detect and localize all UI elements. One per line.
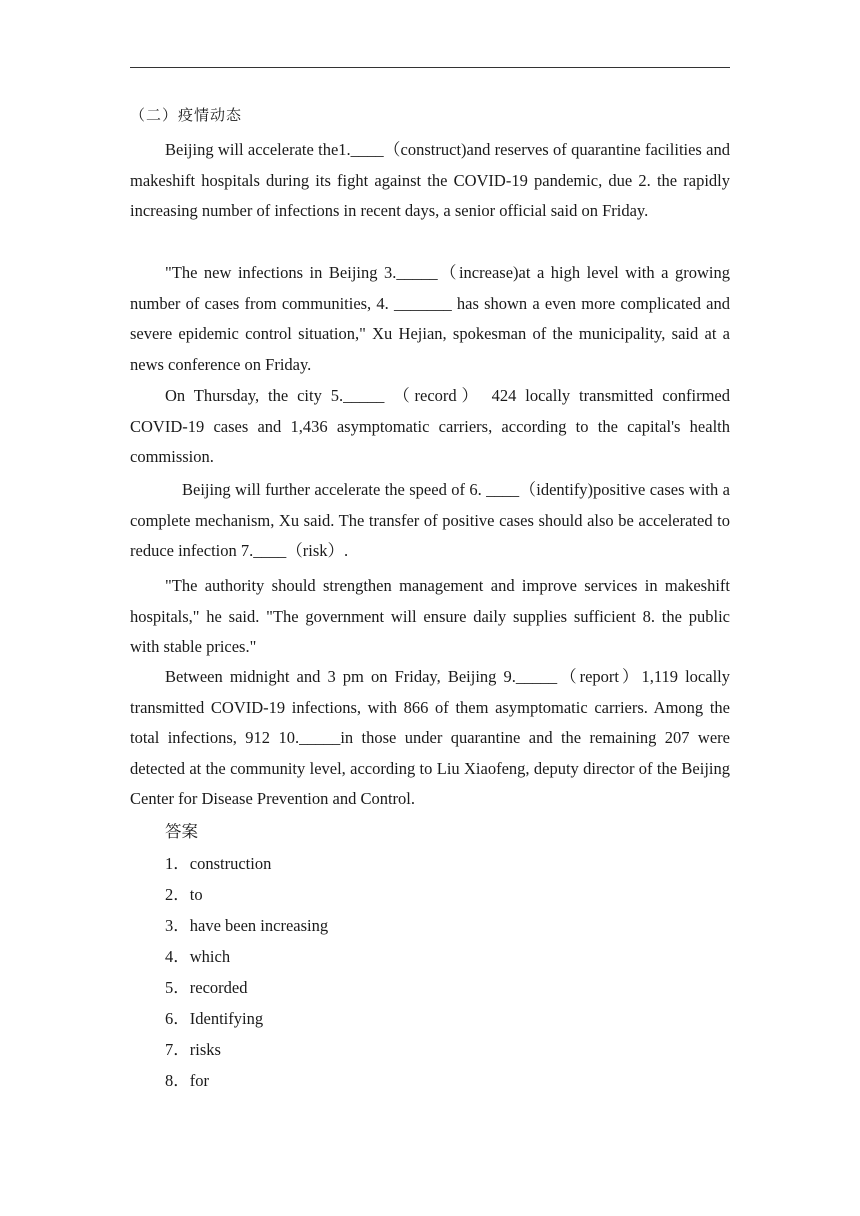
header-rule <box>130 67 730 68</box>
answer-item: 4．which <box>165 947 231 966</box>
answers-heading: 答案 <box>165 822 198 841</box>
answer-item: 7．risks <box>165 1040 221 1059</box>
answer-item: 8．for <box>165 1071 209 1090</box>
paragraph-6: Between midnight and 3 pm on Friday, Beijing 9._____（report）1,119 locally transmitted COVID-19 infections, with 866 of them asymptomatic carriers. Among the total infections, 912 10._____in those under quarantine and the remaining 207 were detected at the community level, according to Liu Xiaofeng, deputy director of the Beijing Center for Disease Prevention and Control. <box>130 667 730 808</box>
paragraph-1: Beijing will accelerate the1.____（construct)and reserves of quarantine facilities and makeshift hospitals during its fight against the COVID-19 pandemic, due 2. the rapidly increasing number of infections in recent days, a senior official said on Friday. <box>130 140 730 220</box>
answer-item: 1．construction <box>165 854 272 873</box>
answer-list <box>165 848 328 1096</box>
paragraph-4: Beijing will further accelerate the speed of 6. ____（identify)positive cases with a complete mechanism, Xu said. The transfer of positive cases should also be accelerated to reduce infection 7.____（risk）. <box>130 480 730 560</box>
answer-item: 3．have been increasing <box>165 916 329 935</box>
answer-item: 2．to <box>165 885 203 904</box>
section-title: （二）疫情动态 <box>130 108 243 124</box>
answer-item: 5．recorded <box>165 978 248 997</box>
paragraph-5: "The authority should strengthen management and improve services in makeshift hospitals," he said. "The government will ensure daily supplies sufficient 8. the public with stable prices." <box>130 576 730 656</box>
paragraph-2: "The new infections in Beijing 3._____（increase)at a high level with a growing number of cases from communities, 4. _______ has shown a even more complicated and severe epidemic control situation," Xu Hejian, spokesman of the municipality, said at a news conference on Friday. <box>130 263 730 374</box>
answer-item: 6．Identifying <box>165 1009 264 1028</box>
paragraph-3: On Thursday, the city 5._____ （record） 424 locally transmitted confirmed COVID-19 cases and 1,436 asymptomatic carriers, according to the capital's health commission. <box>130 386 730 466</box>
